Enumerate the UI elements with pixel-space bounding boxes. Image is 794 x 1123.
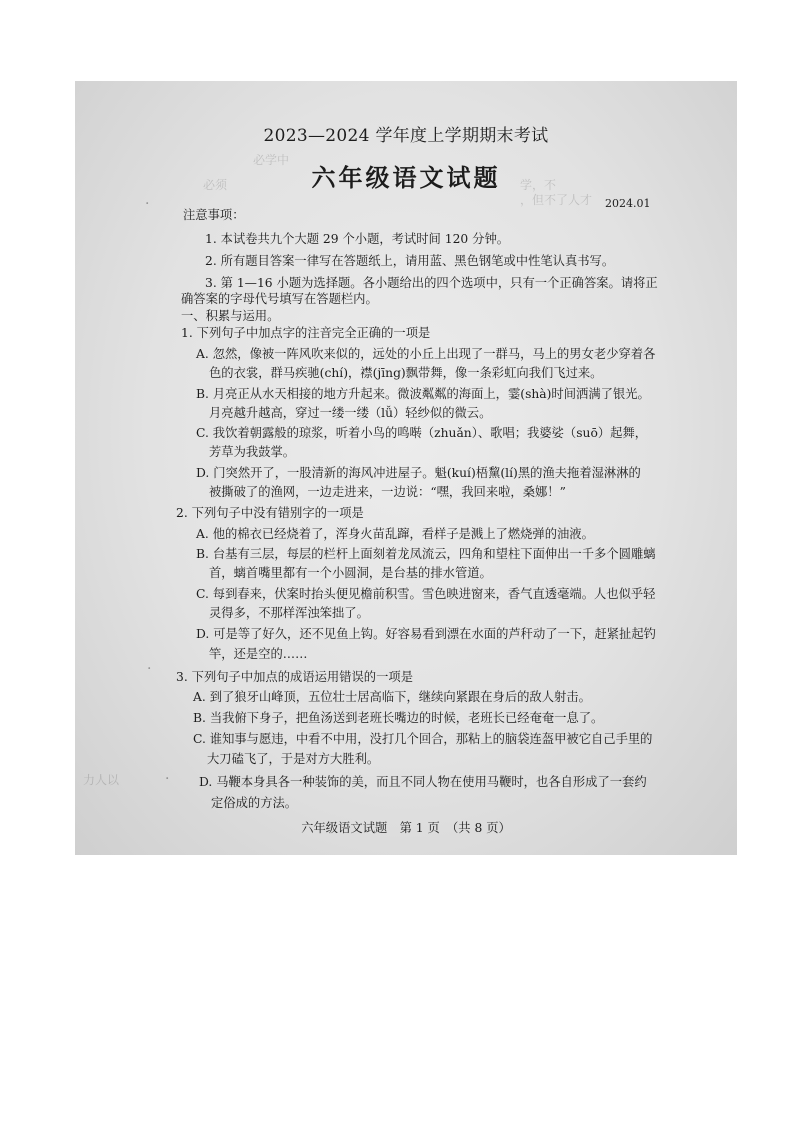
option-line: 被撕破了的渔网，一边走进来，一边说：“嘿，我回来啦，桑娜！”: [209, 485, 566, 499]
option-line: D. 门突然开了，一股清新的海风冲进屋子。魁(kuí)梧黧(lí)黑的渔夫拖着湿淋淋的: [196, 466, 641, 480]
notice-heading: 注意事项：: [183, 208, 245, 222]
page-footer: 六年级语文试题 第 1 页 （共 8 页）: [301, 821, 511, 835]
notice-item: 1. 本试卷共九个大题 29 个小题，考试时间 120 分钟。: [205, 232, 510, 246]
option-line: C. 谁知事与愿违，中看不中用，没打几个回合，那粘上的脑袋连盔甲被它自己手里的: [193, 732, 653, 746]
exam-title: 2023—2024 学年度上学期期末考试: [263, 126, 549, 146]
option-line: 竿，还是空的……: [209, 647, 308, 661]
option-line: 月亮越升越高，穿过一缕一缕（lǚ）轻纱似的微云。: [209, 406, 492, 420]
exam-date: 2024.01: [605, 197, 651, 210]
option-line: 定俗成的方法。: [211, 796, 298, 810]
bleed-through-text: ，但不了人才: [520, 193, 593, 207]
scan-mark: ·: [145, 196, 150, 212]
notice-item: 3. 第 1—16 小题为选择题。各小题给出的四个选项中，只有一个正确答案。请将正: [205, 276, 658, 290]
notice-item: 确答案的字母代号填写在答题栏内。: [181, 292, 378, 306]
bleed-through-text: 必学中: [253, 153, 290, 167]
question-stem: 2. 下列句子中没有错别字的一项是: [176, 506, 364, 520]
question-stem: 1. 下列句子中加点字的注音完全正确的一项是: [181, 326, 431, 340]
option-line: B. 当我俯下身子，把鱼汤送到老班长嘴边的时候，老班长已经奄奄一息了。: [193, 711, 604, 725]
option-line: A. 到了狼牙山峰顶，五位壮士居高临下，继续向紧跟在身后的敌人射击。: [193, 690, 591, 704]
option-line: C. 我饮着朝露般的琼浆，听着小鸟的鸣啭（zhuǎn）、歌唱；我婆娑（suō）起舞，: [196, 426, 648, 440]
bleed-through-text: 力人以: [83, 773, 120, 787]
option-line: 灵得多，不那样浑浊笨拙了。: [209, 606, 369, 620]
option-line: B. 月亮正从水天相接的地方升起来。微波粼粼的海面上，霎(shà)时间洒满了银光。: [196, 387, 650, 401]
option-line: B. 台基有三层，每层的栏杆上面刻着龙凤流云，四角和望柱下面伸出一千多个圆雕螭: [196, 547, 656, 561]
option-line: 色的衣裳，群马疾驰(chí)，襟(jīng)飘带舞，像一条彩虹向我们飞过来。: [209, 366, 603, 380]
bleed-through-text: 必须: [203, 178, 228, 192]
option-line: D. 可是等了好久，还不见鱼上钩。好容易看到漂在水面的芦秆动了一下，赶紧扯起钓: [196, 627, 656, 641]
option-line: A. 他的棉衣已经烧着了，浑身火苗乱蹿，看样子是溅上了燃烧弹的油液。: [196, 527, 594, 541]
option-line: D. 马鞭本身具各一种装饰的美，而且不同人物在使用马鞭时，也各自形成了一套约: [199, 775, 647, 789]
question-stem: 3. 下列句子中加点的成语运用错误的一项是: [176, 670, 413, 684]
option-line: A. 忽然，像被一阵风吹来似的，远处的小丘上出现了一群马，马上的男女老少穿着各: [196, 347, 656, 361]
bleed-through-text: 学，不: [520, 178, 557, 192]
exam-page-photo: [75, 81, 737, 855]
option-line: 首，螭首嘴里都有一个小圆洞，是台基的排水管道。: [209, 566, 492, 580]
option-line: 芳草为我鼓掌。: [209, 445, 296, 459]
scan-mark: ·: [165, 771, 170, 787]
option-line: C. 每到春来，伏案时抬头便见檐前积雪。雪色映进窗来，香气直透毫端。人也似乎轻: [196, 587, 656, 601]
section-heading: 一、积累与运用。: [181, 309, 280, 323]
subject-title: 六年级语文试题: [311, 163, 501, 192]
scan-mark: ·: [147, 661, 152, 677]
notice-item: 2. 所有题目答案一律写在答题纸上，请用蓝、黑色钢笔或中性笔认真书写。: [205, 254, 615, 268]
option-line: 大刀磕飞了，于是对方大胜利。: [207, 752, 380, 766]
